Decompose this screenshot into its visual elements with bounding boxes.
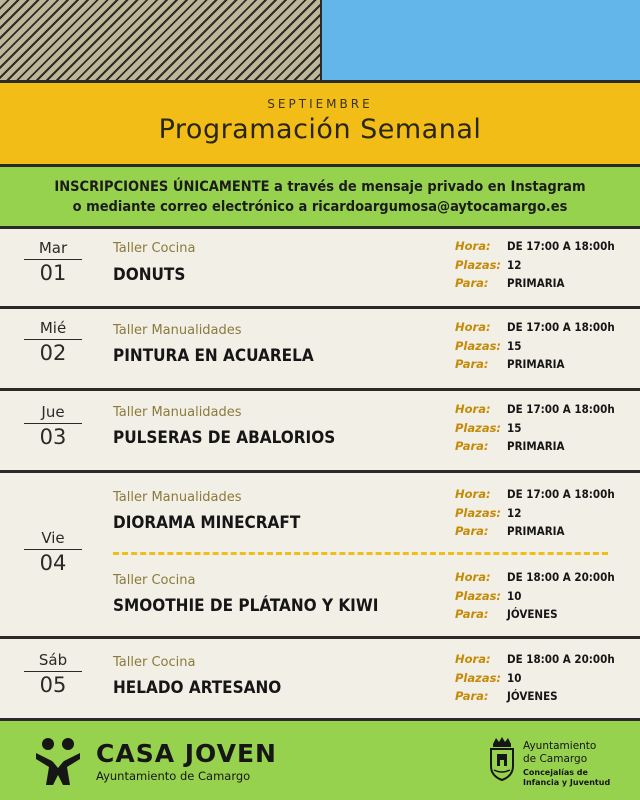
notice-line-2: o mediante correo electrónico a ricardoargumosa@aytocamargo.es [72, 199, 568, 215]
hora-label: Hora: [455, 320, 491, 334]
hora-value: DE 17:00 A 18:00h [507, 402, 615, 416]
plazas-label: Plazas: [455, 505, 502, 520]
hora-value: DE 18:00 A 20:00h [507, 570, 615, 584]
day-row-sab [0, 639, 640, 721]
hora-value: DE 17:00 A 18:00h [507, 320, 615, 334]
day-name: Vie [24, 529, 82, 550]
plazas-value: 15 [507, 420, 522, 435]
hora-value: DE 17:00 A 18:00h [507, 239, 615, 253]
day-row-jue [0, 391, 640, 473]
hora-label: Hora: [455, 652, 491, 666]
activity-category: Taller Manualidades [113, 405, 242, 420]
activity-title: PULSERAS DE ABALORIOS [113, 428, 336, 448]
para-label: Para: [455, 689, 489, 703]
day-number: 01 [39, 261, 67, 285]
plazas-value: 10 [507, 588, 522, 603]
para-value: PRIMARIA [507, 524, 565, 538]
day-number: 02 [39, 341, 67, 365]
para-value: PRIMARIA [507, 276, 565, 290]
para-value: PRIMARIA [507, 357, 565, 371]
municipality-line-2: de Camargo [523, 753, 588, 765]
day-number: 04 [39, 551, 67, 575]
page-title: Programación Semanal [158, 114, 482, 145]
activity-category: Taller Cocina [113, 241, 196, 256]
hora-value: DE 18:00 A 20:00h [507, 652, 615, 666]
plazas-value: 10 [507, 670, 522, 685]
activity-info [455, 568, 615, 624]
activity-info [455, 485, 615, 541]
activity-info [455, 650, 615, 706]
plazas-label: Plazas: [455, 670, 502, 685]
activity-category: Taller Cocina [113, 573, 196, 588]
activity-title: DONUTS [113, 265, 186, 285]
municipality-line-1: Ayuntamiento [523, 740, 597, 752]
brand-subtitle: Ayuntamiento de Camargo [96, 769, 251, 783]
para-label: Para: [455, 607, 489, 621]
hora-value: DE 17:00 A 18:00h [507, 487, 615, 501]
day-name: Mié [24, 319, 82, 340]
hora-label: Hora: [455, 487, 491, 501]
para-label: Para: [455, 276, 489, 290]
casa-joven-logo-icon [34, 737, 82, 787]
header-band [0, 80, 640, 167]
top-decoration [0, 0, 640, 80]
plazas-value: 15 [507, 338, 522, 353]
para-value: JÓVENES [507, 607, 558, 621]
notice-line-1: INSCRIPCIONES ÚNICAMENTE a través de mensaje privado en Instagram [54, 179, 586, 195]
para-value: JÓVENES [507, 689, 558, 703]
camargo-crest-icon [487, 736, 517, 781]
day-number: 05 [39, 673, 67, 697]
plazas-value: 12 [507, 505, 522, 520]
activity-title: DIORAMA MINECRAFT [113, 513, 301, 533]
day-badge [24, 319, 82, 365]
day-row-vie [0, 473, 640, 639]
activity-category: Taller Cocina [113, 655, 196, 670]
activity-title: HELADO ARTESANO [113, 678, 282, 698]
day-name: Jue [24, 403, 82, 424]
day-row-mie [0, 309, 640, 391]
day-name: Mar [24, 239, 82, 260]
department-line-1: Concejalías de [523, 768, 588, 777]
hatched-panel [0, 0, 320, 80]
plazas-label: Plazas: [455, 588, 502, 603]
day-badge [24, 529, 82, 575]
activity-info [455, 237, 615, 293]
day-number: 03 [39, 425, 67, 449]
registration-notice [0, 167, 640, 229]
para-label: Para: [455, 524, 489, 538]
activity-info [455, 400, 615, 456]
day-badge [24, 403, 82, 449]
day-badge [24, 239, 82, 285]
brand-name: CASA JOVEN [96, 739, 277, 768]
blue-panel [320, 0, 640, 80]
plazas-label: Plazas: [455, 257, 502, 272]
municipality [523, 740, 610, 788]
hora-label: Hora: [455, 570, 491, 584]
plazas-value: 12 [507, 257, 522, 272]
hora-label: Hora: [455, 402, 491, 416]
day-row-mar [0, 229, 640, 309]
activity-category: Taller Manualidades [113, 323, 242, 338]
activity-divider [113, 552, 608, 555]
activity-info [455, 318, 615, 374]
activity-title: SMOOTHIE DE PLÁTANO Y KIWI [113, 596, 379, 616]
day-name: Sáb [24, 651, 82, 672]
para-label: Para: [455, 439, 489, 453]
plazas-label: Plazas: [455, 420, 502, 435]
activity-title: PINTURA EN ACUARELA [113, 346, 314, 366]
brand [96, 739, 277, 783]
month-label: SEPTIEMBRE [267, 97, 373, 111]
department-line-2: Infancia y Juventud [523, 778, 611, 787]
para-label: Para: [455, 357, 489, 371]
hora-label: Hora: [455, 239, 491, 253]
para-value: PRIMARIA [507, 439, 565, 453]
plazas-label: Plazas: [455, 338, 502, 353]
activity-category: Taller Manualidades [113, 490, 242, 505]
day-badge [24, 651, 82, 697]
footer [0, 721, 640, 800]
